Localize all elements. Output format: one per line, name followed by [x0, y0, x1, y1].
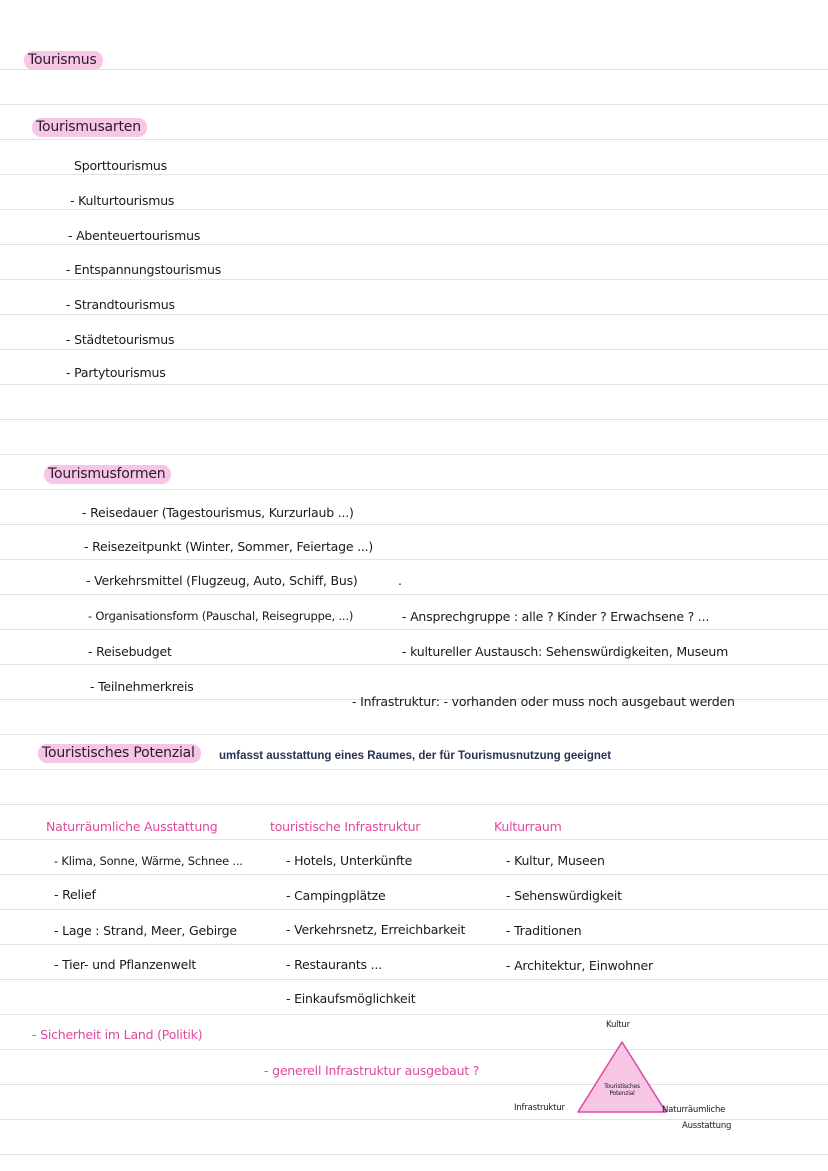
- kultur-item: - Traditionen: [506, 923, 582, 938]
- triangle-right-label-1: Naturräumliche: [662, 1105, 726, 1115]
- kultur-item: - Sehenswürdigkeit: [506, 888, 622, 903]
- triangle-top-label: Kultur: [606, 1020, 630, 1030]
- infra-item: - Restaurants ...: [286, 957, 382, 972]
- formen-item: - Teilnehmerkreis: [90, 679, 194, 694]
- arten-item: Sporttourismus: [74, 158, 167, 173]
- arten-item: - Kulturtourismus: [70, 193, 175, 208]
- triangle-left-label: Infrastruktur: [514, 1103, 565, 1113]
- arten-item: - Strandtourismus: [66, 297, 175, 312]
- formen-infra: - Infrastruktur: - vorhanden oder muss noch ausgebaut werden: [352, 694, 735, 709]
- formen-item: - Organisationsform (Pauschal, Reisegruppe, ...): [88, 609, 354, 623]
- triangle-right-label-2: Ausstattung: [682, 1121, 732, 1131]
- formen-item: - Reisezeitpunkt (Winter, Sommer, Feiertage ...): [84, 539, 374, 554]
- triangle-center-label: [592, 1083, 652, 1097]
- potenzial-definition: umfasst ausstattung eines Raumes, der für Tourismusnutzung geeignet: [219, 750, 612, 762]
- formen-item: - Verkehrsmittel (Flugzeug, Auto, Schiff, Bus): [86, 573, 358, 588]
- page-title: [24, 52, 103, 68]
- infra-item: - Hotels, Unterkünfte: [286, 853, 413, 868]
- formen-item: - Reisedauer (Tagestourismus, Kurzurlaub ...): [82, 505, 354, 520]
- kultur-item: - Kultur, Museen: [506, 853, 605, 868]
- natur-item: - Tier- und Pflanzenwelt: [54, 957, 197, 972]
- potenzial-heading-text: Touristisches Potenzial: [38, 744, 201, 763]
- arten-item: - Abenteuertourismus: [68, 228, 201, 243]
- column-heading-natur: Naturräumliche Ausstattung: [46, 819, 218, 834]
- infra-item: - Verkehrsnetz, Erreichbarkeit: [286, 922, 466, 937]
- formen-right-item: - Ansprechgruppe : alle ? Kinder ? Erwachsene ? ...: [402, 609, 710, 624]
- formen-right-item: - kultureller Austausch: Sehenswürdigkeiten, Museum: [402, 644, 729, 659]
- formen-heading: [44, 466, 171, 482]
- column-heading-infra: touristische Infrastruktur: [270, 819, 421, 834]
- natur-item: - Lage : Strand, Meer, Gebirge: [54, 923, 237, 938]
- arten-heading-text: Tourismusarten: [32, 118, 147, 137]
- infra-item: - Campingplätze: [286, 888, 386, 903]
- note-infrastruktur: - generell Infrastruktur ausgebaut ?: [264, 1063, 480, 1078]
- natur-item: - Klima, Sonne, Wärme, Schnee ...: [54, 854, 243, 868]
- note-sicherheit: - Sicherheit im Land (Politik): [32, 1027, 203, 1042]
- kultur-item: - Architektur, Einwohner: [506, 958, 653, 973]
- arten-item: - Partytourismus: [66, 365, 166, 380]
- column-heading-kultur: Kulturraum: [494, 819, 562, 834]
- potenzial-heading: [38, 745, 201, 761]
- formen-heading-text: Tourismusformen: [44, 465, 171, 484]
- potenzial-triangle: [572, 1038, 672, 1118]
- triangle-center-line-1: Touristisches: [604, 1083, 640, 1090]
- arten-heading: [32, 119, 147, 135]
- formen-dot: .: [398, 573, 402, 588]
- page-title-text: Tourismus: [24, 51, 103, 70]
- infra-item: - Einkaufsmöglichkeit: [286, 991, 416, 1006]
- natur-item: - Relief: [54, 887, 96, 902]
- triangle-center-line-2: Potenzial: [609, 1090, 635, 1097]
- arten-item: - Entspannungstourismus: [66, 262, 222, 277]
- formen-item: - Reisebudget: [88, 644, 172, 659]
- arten-item: - Städtetourismus: [66, 332, 175, 347]
